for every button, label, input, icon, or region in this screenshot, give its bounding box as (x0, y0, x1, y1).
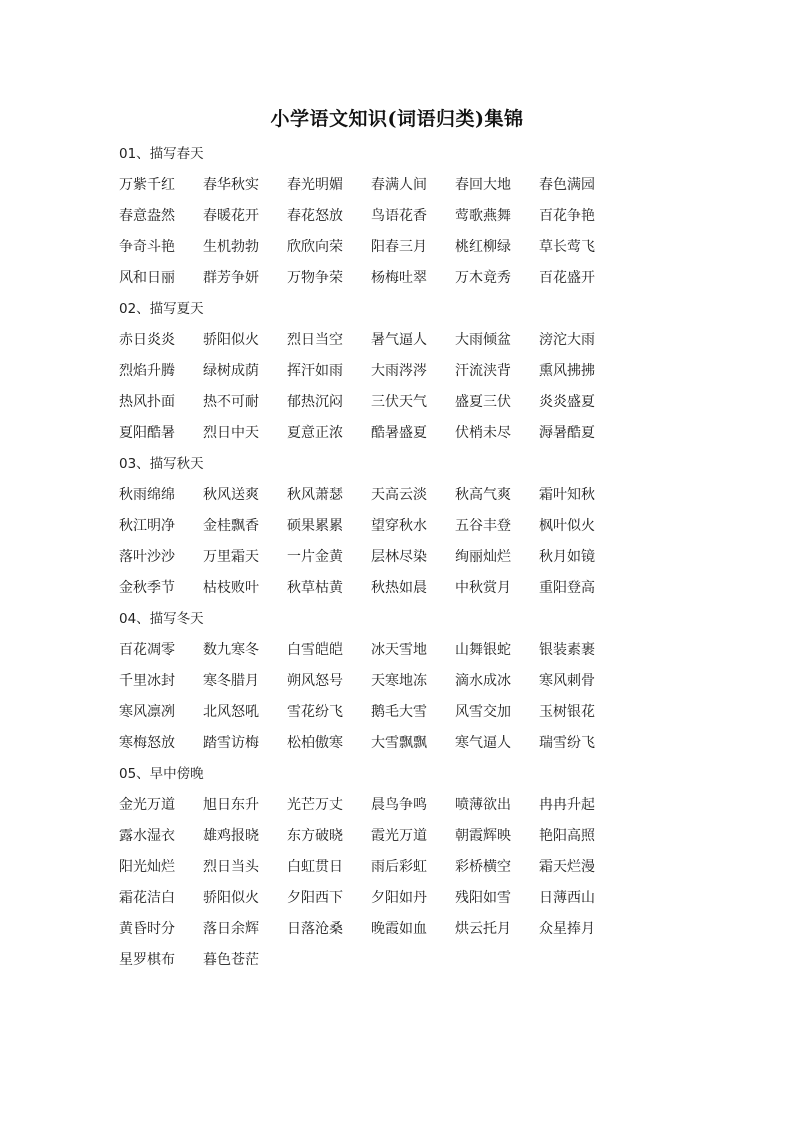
word-item: 一片金黄 (287, 549, 343, 565)
word-item: 踏雪访梅 (203, 735, 259, 751)
word-item: 千里冰封 (119, 673, 175, 689)
word-item: 寒冬腊月 (203, 673, 259, 689)
word-row (119, 173, 739, 204)
word-item: 星罗棋布 (119, 952, 175, 968)
word-item: 白虹贯日 (287, 859, 343, 875)
word-row (119, 948, 739, 979)
word-item: 山舞银蛇 (455, 642, 511, 658)
word-item: 金桂飘香 (203, 518, 259, 534)
word-row (119, 576, 739, 607)
word-item: 秋月如镜 (539, 549, 595, 565)
word-item: 落叶沙沙 (119, 549, 175, 565)
word-item: 日落沧桑 (287, 921, 343, 937)
word-item: 秋高气爽 (455, 487, 511, 503)
word-item: 莺歌燕舞 (455, 208, 511, 224)
word-row (119, 390, 739, 421)
word-item: 艳阳高照 (539, 828, 595, 844)
word-item: 天寒地冻 (371, 673, 427, 689)
word-item: 众星捧月 (539, 921, 595, 937)
word-item: 玉树银花 (539, 704, 595, 720)
word-item: 争奇斗艳 (119, 239, 175, 255)
word-item: 寒梅怒放 (119, 735, 175, 751)
word-item: 春华秋实 (203, 177, 259, 193)
word-row (119, 669, 739, 700)
word-item: 大雨涔涔 (371, 363, 427, 379)
word-item: 炎炎盛夏 (539, 394, 595, 410)
word-item: 硕果累累 (287, 518, 343, 534)
word-item: 熏风拂拂 (539, 363, 595, 379)
word-item: 露水湿衣 (119, 828, 175, 844)
word-item: 阳春三月 (371, 239, 427, 255)
word-item: 百花凋零 (119, 642, 175, 658)
word-item: 绿树成荫 (203, 363, 259, 379)
word-item: 朔风怒号 (287, 673, 343, 689)
word-item: 冉冉升起 (539, 797, 595, 813)
word-row (119, 514, 739, 545)
word-item: 伏梢未尽 (455, 425, 511, 441)
word-item: 金光万道 (119, 797, 175, 813)
word-item: 层林尽染 (371, 549, 427, 565)
word-item: 霜天烂漫 (539, 859, 595, 875)
word-item: 北风怒吼 (203, 704, 259, 720)
word-item: 秋江明净 (119, 518, 175, 534)
word-item: 雄鸡报晓 (203, 828, 259, 844)
word-item: 群芳争妍 (203, 270, 259, 286)
word-row (119, 824, 739, 855)
word-item: 三伏天气 (371, 394, 427, 410)
word-item: 金秋季节 (119, 580, 175, 596)
word-item: 万紫千红 (119, 177, 175, 193)
word-item: 大雨倾盆 (455, 332, 511, 348)
word-item: 赤日炎炎 (119, 332, 175, 348)
word-item: 秋雨绵绵 (119, 487, 175, 503)
word-item: 落日余辉 (203, 921, 259, 937)
word-row (119, 328, 739, 359)
word-item: 光芒万丈 (287, 797, 343, 813)
word-item: 中秋赏月 (455, 580, 511, 596)
word-item: 烈日当空 (287, 332, 343, 348)
word-item: 春花怒放 (287, 208, 343, 224)
word-item: 汗流浃背 (455, 363, 511, 379)
section-heading: 04、描写冬天 (119, 611, 204, 627)
word-item: 银装素裹 (539, 642, 595, 658)
word-item: 盛夏三伏 (455, 394, 511, 410)
word-item: 五谷丰登 (455, 518, 511, 534)
document-body (119, 142, 739, 979)
word-row (119, 638, 739, 669)
word-item: 晨鸟争鸣 (371, 797, 427, 813)
word-row (119, 731, 739, 762)
section-heading: 02、描写夏天 (119, 301, 204, 317)
word-item: 夕阳如丹 (371, 890, 427, 906)
word-item: 风和日丽 (119, 270, 175, 286)
word-item: 暑气逼人 (371, 332, 427, 348)
word-item: 天高云淡 (371, 487, 427, 503)
word-row (119, 855, 739, 886)
word-item: 瑞雪纷飞 (539, 735, 595, 751)
word-item: 朝霞辉映 (455, 828, 511, 844)
word-row (119, 917, 739, 948)
word-item: 烘云托月 (455, 921, 511, 937)
word-item: 杨梅吐翠 (371, 270, 427, 286)
word-item: 枯枝败叶 (203, 580, 259, 596)
word-row (119, 886, 739, 917)
word-item: 晚霞如血 (371, 921, 427, 937)
word-item: 冰天雪地 (371, 642, 427, 658)
word-item: 寒气逼人 (455, 735, 511, 751)
word-item: 绚丽灿烂 (455, 549, 511, 565)
word-item: 春回大地 (455, 177, 511, 193)
word-item: 秋热如晨 (371, 580, 427, 596)
word-item: 数九寒冬 (203, 642, 259, 658)
word-item: 望穿秋水 (371, 518, 427, 534)
section-heading: 05、早中傍晚 (119, 766, 204, 782)
word-item: 枫叶似火 (539, 518, 595, 534)
word-item: 大雪飘飘 (371, 735, 427, 751)
word-item: 烈日当头 (203, 859, 259, 875)
word-item: 夏意正浓 (287, 425, 343, 441)
word-item: 春色满园 (539, 177, 595, 193)
word-item: 寒风刺骨 (539, 673, 595, 689)
word-item: 万木竟秀 (455, 270, 511, 286)
word-item: 鸟语花香 (371, 208, 427, 224)
word-item: 生机勃勃 (203, 239, 259, 255)
word-item: 春暖花开 (203, 208, 259, 224)
word-item: 热风扑面 (119, 394, 175, 410)
word-item: 挥汗如雨 (287, 363, 343, 379)
word-item: 万里霜天 (203, 549, 259, 565)
word-item: 滴水成冰 (455, 673, 511, 689)
word-item: 万物争荣 (287, 270, 343, 286)
word-item: 春意盎然 (119, 208, 175, 224)
word-row (119, 483, 739, 514)
word-item: 彩桥横空 (455, 859, 511, 875)
word-item: 旭日东升 (203, 797, 259, 813)
word-item: 春光明媚 (287, 177, 343, 193)
word-item: 酷暑盛夏 (371, 425, 427, 441)
word-item: 夕阳西下 (287, 890, 343, 906)
word-item: 郁热沉闷 (287, 394, 343, 410)
word-item: 霞光万道 (371, 828, 427, 844)
word-item: 松柏傲寒 (287, 735, 343, 751)
word-row (119, 235, 739, 266)
word-row (119, 359, 739, 390)
word-row (119, 700, 739, 731)
word-item: 秋风送爽 (203, 487, 259, 503)
section-heading: 01、描写春天 (119, 146, 204, 162)
word-item: 东方破晓 (287, 828, 343, 844)
word-item: 热不可耐 (203, 394, 259, 410)
word-item: 桃红柳绿 (455, 239, 511, 255)
word-item: 秋风萧瑟 (287, 487, 343, 503)
word-item: 秋草枯黄 (287, 580, 343, 596)
word-item: 风雪交加 (455, 704, 511, 720)
document-title: 小学语文知识(词语归类)集锦 (270, 108, 524, 130)
word-item: 百花争艳 (539, 208, 595, 224)
section-heading: 03、描写秋天 (119, 456, 204, 472)
word-item: 白雪皑皑 (287, 642, 343, 658)
word-item: 骄阳似火 (203, 890, 259, 906)
word-item: 日薄西山 (539, 890, 595, 906)
word-item: 夏阳酷暑 (119, 425, 175, 441)
word-item: 寒风凛冽 (119, 704, 175, 720)
word-item: 重阳登高 (539, 580, 595, 596)
word-row (119, 266, 739, 297)
word-item: 烈焰升腾 (119, 363, 175, 379)
word-item: 喷薄欲出 (455, 797, 511, 813)
word-row (119, 545, 739, 576)
word-item: 烈日中天 (203, 425, 259, 441)
word-item: 欣欣向荣 (287, 239, 343, 255)
word-item: 黄昏时分 (119, 921, 175, 937)
word-item: 溽暑酷夏 (539, 425, 595, 441)
word-item: 雨后彩虹 (371, 859, 427, 875)
word-item: 骄阳似火 (203, 332, 259, 348)
word-item: 百花盛开 (539, 270, 595, 286)
word-row (119, 204, 739, 235)
word-item: 草长莺飞 (539, 239, 595, 255)
word-item: 阳光灿烂 (119, 859, 175, 875)
word-item: 残阳如雪 (455, 890, 511, 906)
word-item: 雪花纷飞 (287, 704, 343, 720)
word-item: 春满人间 (371, 177, 427, 193)
word-item: 暮色苍茫 (203, 952, 259, 968)
word-row (119, 421, 739, 452)
word-item: 滂沱大雨 (539, 332, 595, 348)
word-item: 霜叶知秋 (539, 487, 595, 503)
word-item: 霜花洁白 (119, 890, 175, 906)
word-item: 鹅毛大雪 (371, 704, 427, 720)
word-row (119, 793, 739, 824)
